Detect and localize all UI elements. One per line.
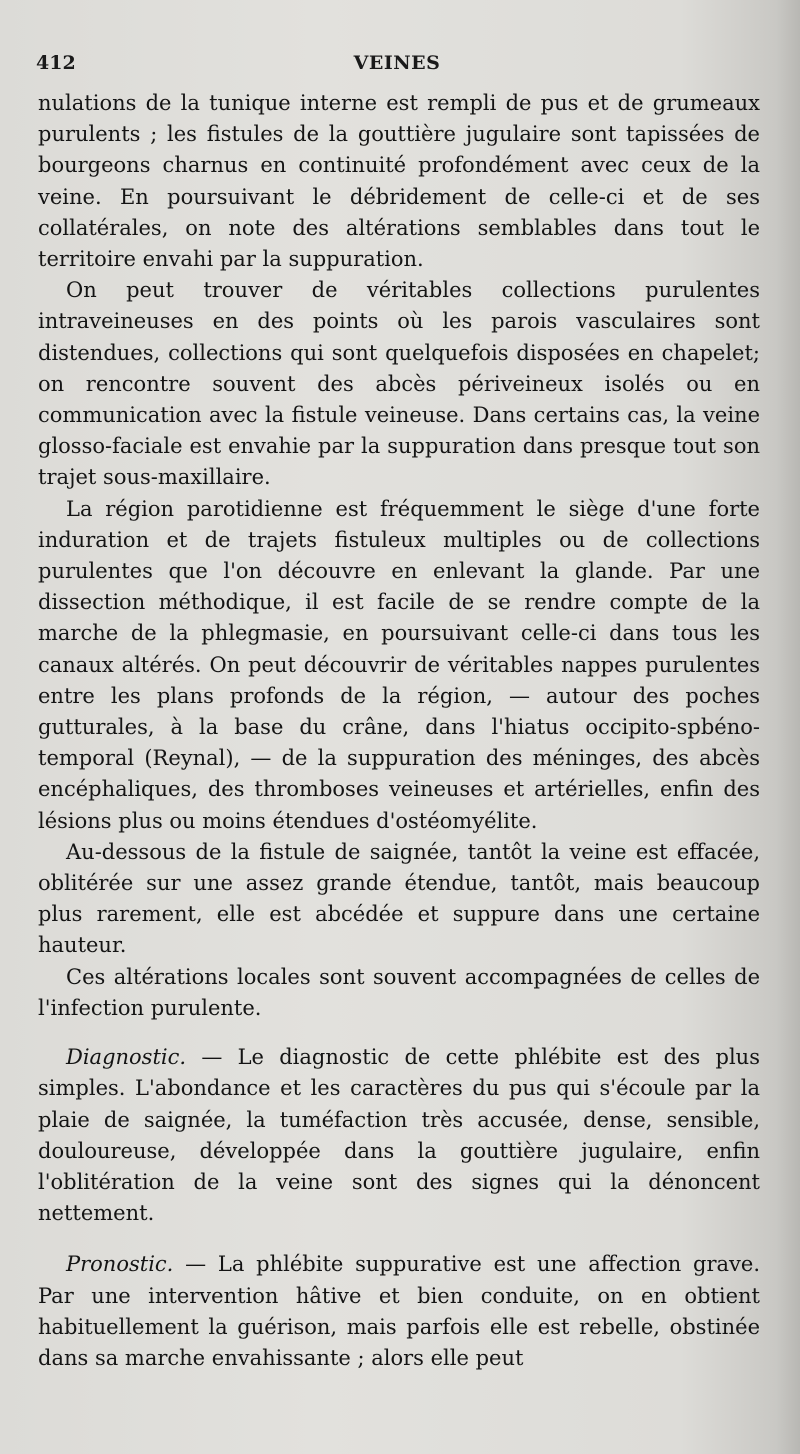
body-text bbox=[38, 88, 760, 1374]
pronostic-text: — La phlébite suppurative est une affection grave. Par une intervention hâtive et bien conduite, on en obtient habituellement la guérison, mais parfois elle est rebelle, obstinée dans sa marche envahissante ; alors elle peut bbox=[38, 1252, 760, 1370]
pronostic-heading: Pronostic. bbox=[66, 1252, 174, 1277]
paragraph-local-alterations: Ces altérations locales sont souvent accompagnées de celles de l'infection purulente. bbox=[38, 964, 760, 1020]
paragraph-pronostic bbox=[38, 1249, 760, 1374]
paragraph-continuation: nulations de la tunique interne est rempli de pus et de grumeaux purulents ; les fistules de la gouttière jugulaire sont tapissées de bourgeons charnus en continuité profondément avec ceux de la veine. En poursuivant le débridement de celle-ci et de ses collatérales, on note des altérations semblables dans tout le territoire envahi par la suppuration. bbox=[38, 91, 760, 272]
paragraph-below-fistula: Au-dessous de la fistule de saignée, tantôt la veine est effacée, oblitérée sur une assez grande étendue, tantôt, mais beaucoup plus rarement, elle est abcédée et suppure dans une certaine hauteur. bbox=[38, 839, 760, 958]
diagnostic-heading: Diagnostic. bbox=[66, 1045, 187, 1070]
paragraph-diagnostic bbox=[38, 1042, 760, 1229]
running-title: VEINES bbox=[353, 52, 441, 74]
paragraph-parotid-region: La région parotidienne est fréquemment le siège d'une forte induration et de trajets fistuleux multiples ou de collections purulentes que l'on découvre en enlevant la glande. Par une dissection méthodique, il est facile de se rendre compte de la marche de la phlegmasie, en poursuivant celle-ci dans tous les canaux altérés. On peut découvrir de véritables nappes purulentes entre les plans profonds de la région, — autour des poches gutturales, à la base du crâne, dans l'hiatus occipito-spbéno-temporal (Reynal), — de la suppuration des méninges, des abcès encéphaliques, des thromboses veineuses et artérielles, enfin des lésions plus ou moins étendues d'ostéomyélite. bbox=[38, 496, 760, 833]
paragraph-collections: On peut trouver de véritables collections purulentes intraveineuses en des points où les parois vasculaires sont distendues, collections qui sont quelquefois disposées en chapelet; on rencontre souvent des abcès périveineux isolés ou en communication avec la fistule veineuse. Dans certains cas, la veine glosso-faciale est envahie par la suppuration dans presque tout son trajet sous-maxillaire. bbox=[38, 278, 760, 490]
page-number: 412 bbox=[36, 52, 76, 74]
diagnostic-text: — Le diagnostic de cette phlébite est des plus simples. L'abondance et les caractères du pus qui s'écoule par la plaie de saignée, la tuméfaction très accusée, dense, sensible, douloureuse, développée dans la gouttière jugulaire, enfin l'oblitération de la veine sont des signes qui la dénoncent nettement. bbox=[38, 1045, 760, 1226]
page-header bbox=[36, 52, 758, 82]
